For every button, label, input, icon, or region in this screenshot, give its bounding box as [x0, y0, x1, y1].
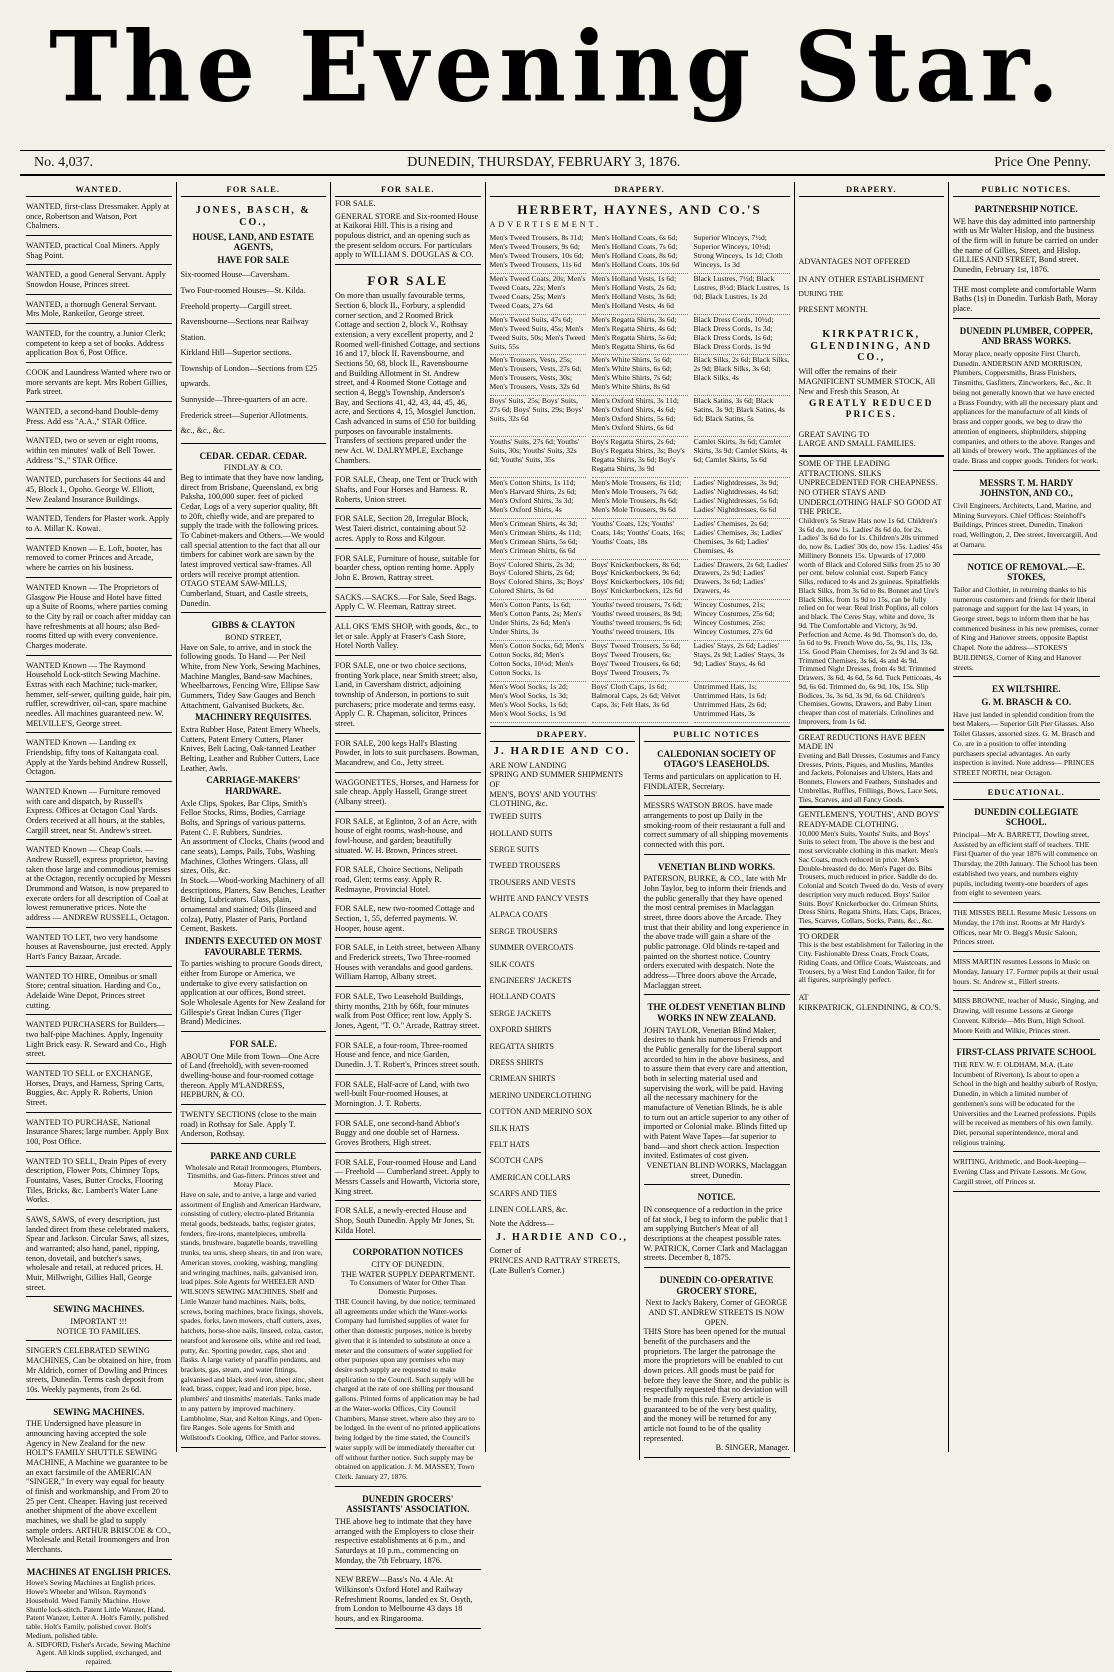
dateline: [20, 150, 1105, 176]
twenty-sections-ad: [181, 1107, 327, 1144]
private-text: THE REV. W. F. OLDHAM, M.A. (Late Incumbent of Riverton), Is about to open a School in the high and healthy suburb of Roslyn, Dunedin, in which a limited number of gentlemen's sons will be educated for the Universities and the Learned professions. Pupils will be received as members of his own family. Diet, personal superintendence, moral and religious training.: [953, 1059, 1098, 1147]
kg-sign: KIRKPATRICK, GLENDINING, & CO.'S.: [798, 1002, 941, 1012]
kg-list4: This is the best establishment for Tailoring in the City. Fashionable Dress Coats, Frock Coats, Riding Coats, and Office Coats, Waistcoats, and Trousers, by a West End London Tailor, fit for all figures, surprisingly perfect.: [798, 940, 944, 985]
educational-heading: EDUCATIONAL.: [953, 785, 1100, 800]
cedar-ad: [181, 446, 327, 614]
wanted-ad: COOK and Laundress Wanted where two or more servants are kept. Mrs Robert Gillies, Park street.: [26, 365, 172, 402]
hh-price-block: Untrimmed Hats, 1s; Untrimmed Hats, 1s 6d; Untrimmed Hats, 2s 6d; Untrimmed Hats, 3s: [694, 682, 790, 723]
plumber-ad: [953, 321, 1100, 471]
hardie-l3: OF: [489, 780, 500, 790]
kg-side2: GREAT REDUCTIONS HAVE BEEN MADE IN: [798, 732, 926, 752]
kg-side1: SOME OF THE LEADING ATTRACTIONS. SILKS UNPRECEDENTED FOR CHEAPNESS. NO OTHER STAYS AND UNDERCLOTHING HALF SO GOOD AT THE PRICE.: [798, 458, 942, 517]
hardie-note: Note the Address—: [489, 1218, 555, 1228]
hh-price-block: Men's Tweed Trousers, 8s 11d; Men's Tweed Trousers, 9s 6d; Men's Tweed Trousers, 10s 6d; Men's Tweed Trousers, 11s 6d: [490, 233, 586, 274]
hardie-list: [490, 809, 635, 1219]
jones-list-item: Frederick street—Superior Allotments.: [180, 410, 309, 420]
jones-list-item: Two Four-roomed Houses—St. Kilda.: [180, 286, 306, 296]
corporation-heading: CORPORATION NOTICES: [352, 1247, 464, 1258]
hh-price-block: Black Dress Cords, 10½d; Black Dress Cords, 1s 3d; Black Dress Cords, 1s 6d; Black Dress Cords, 1s 9d: [694, 315, 790, 356]
meat-heading: NOTICE.: [697, 1192, 736, 1203]
hardie-column-heading: DRAPERY.: [490, 727, 635, 742]
hardie-item: OXFORD SHIRTS: [489, 1025, 552, 1035]
hardie-l4: MEN'S, BOYS' AND YOUTHS': [489, 789, 597, 799]
for-sale-sub: FOR SALE.: [335, 199, 376, 209]
kg-offer: Will offer the remains of their MAGNIFICENT SUMMER STOCK, All New and Fresh this Season, At: [798, 367, 936, 396]
one-mile-text: ABOUT One Mile from Town—One Acre of Land (freehold), with seven-roomed dwelling-house and four-roomed cottage thereon. Apply M'LANDRESS, HEPBURN, & CO.: [180, 1051, 320, 1100]
grocers-notice: [335, 1489, 481, 1571]
jones-subtitle: HOUSE, LAND, AND ESTATE AGENTS,: [192, 231, 314, 253]
partnership-text: WE have this day admitted into partnership with us Mr Walter Hislop, and the business of the firm will in future be carried on under the name of Gillies, Street, and Hislop. GILLIES AND STREET, Bond street. Dunedin, February 1st, 1876.: [953, 216, 1099, 274]
oldest-notice: [644, 997, 790, 1185]
wanted-ad: WANTED, for the country, a Junior Clerk; competent to keep a set of books. Address application Box 6, Post Office.: [26, 326, 172, 363]
hardie-item: COTTON AND MERINO SOX: [489, 1107, 593, 1117]
singer-text: SINGER'S CELEBRATED SEWING MACHINES, Can be obtained on hire, from Mr Aldrich, corner of Dowling and Princes streets, Dunedin. Terms cash deposit from 10s. Weekly payments, from 2s 6d.: [26, 1346, 172, 1395]
college-ad: [953, 802, 1100, 903]
caledonian-heading: CALEDONIAN SOCIETY OF OTAGO'S LEASEHOLDS.: [657, 748, 776, 770]
twenty-text: TWENTY SECTIONS (close to the main road) in Rothsay for Sale. Apply T. Anderson, Rothsay.: [180, 1109, 317, 1139]
wanted-ad: WANTED, a thorough General Servant. Mrs Mole, Rankeilor, George street.: [26, 297, 172, 324]
jones-list: [181, 267, 327, 438]
wanted-ad: WANTED Known — The Raymond Household Lock-stitch Sewing Machine. Extras with each Machine; tuck-marker, hemmer, self-sewer, quilting guide, hair pin, ruffler, screwdriver, oil-can, spare machine needles. All machines guaranteed new. W. MELVILLE'S, George street.: [26, 658, 172, 734]
kg-rule: [799, 928, 945, 930]
corporation-city: CITY OF DUNEDIN.: [371, 1260, 445, 1270]
jones-list-item: Kirkland Hill—Superior sections.: [180, 348, 292, 358]
for-sale-ads: [335, 472, 481, 1240]
dalrymple-text: On more than usually favourable terms, Section 6, block II., Forbury, a splendid corner section, and 2 Roomed Brick Cottage and section 2, block V., Rothsay extension, a very excellent property, and 2 Roomed well-finished Cottage, and sections 16 and 17, block II. Ravensbourne, and Sections 50, 68, block II., Ravensbourne and Building Allotment in St. Andrew street, and 4 Roomed Stone Cottage and section 4, Begg's Township, Anderson's Bay, and Sections 41, 42, 43, 44, 45, 46, acre, and Sections 4, 15, Mosgiel Junction. Cash advanced in sums of £50 for building purposes on favourable instalments. Transfers of sections prepared under the new Act. W. DALRYMPLE, Exchange Chambers.: [335, 291, 480, 465]
hardie-item: TWEED SUITS: [489, 812, 542, 822]
hardy-text: Civil Engineers, Architects, Land, Marine, and Mining Surveyors. Chief Offices: Steinhoff's Buildings, Princes street, Dunedin, Tinakori road, Wellington, 2, Dee street, Invercargill, And at Oamaru.: [953, 500, 1098, 549]
hardie-addr2: Corner of: [489, 1246, 522, 1256]
hh-price-block: Youths' Coats, 12s; Youths' Coats, 14s; Youths' Coats, 16s; Youths' Coats, 18s: [592, 519, 688, 560]
hh-price-block: Wincey Costumes, 21s; Wincey Costumes, 25s 6d; Wincey Costumes, 25s; Wincey Costumes, 27s 6d: [694, 600, 790, 641]
hardie-item: CRIMEAN SHIRTS: [489, 1074, 556, 1084]
parke-text: Have on sale, and to arrive, a large and varied assortment of English and American Hardware, consisting of cutlery, electro-plated Britannia metal goods, bedsteads, baths, register grates, fenders, fire-irons, mantelpieces, umbrella stands, brushware, bagatelle boards, travelling trunks, tea urns, sheep shears, tin and iron ware, American stoves, cooking, washing, mangling and wringing machines, nails, galvanised iron, lead pipes. Sole Agents for WHEELER AND WILSON'S SEWING MACHINES. Shelf and Little Wanzer hand machines. Nails, bolts, screws, boring machines, brace fixings, shovels, spades, forks, lawn mowers, chaff cutters, axes, hatchets, horse-shoe nails, linseed, colza, castor, neatsfoot and kerosene oils, white and red lead, putty, &c. Sporting powder, caps, shot and flasks. A large variety of paraffin pendants, and brackets, gas, steam, and water fittings, galvanised and black steel iron, sheet zinc, sheet lead, brass, copper, lead and iron pipe, hose, plumbers' and tinsmiths' materials. Tanks made to any pattern by improved machinery. Lambholme, Star, and Kelton Kings, and Open-fire Ranges. Sole agents for Smith and Wellstood's Cooking, Office, and Parlor stoves.: [180, 1189, 324, 1443]
caledonian-text: Terms and particulars on application to H. FINDLATER, Secretary.: [643, 772, 782, 791]
hardie-title: J. HARDIE AND CO.: [493, 744, 631, 757]
hh-price-block: Superior Winceys, 7½d; Superior Winceys, 10½d; Strong Winceys, 1s 1d; Cloth Winceys, 1s 3d: [694, 233, 790, 274]
dalrymple-ad: [335, 267, 481, 470]
watson-notice: [644, 798, 790, 854]
for-sale-ad: FOR SALE, Furniture of house, suitable for boarder chess, option renting home. Apply John E. Brown, Rattray street.: [335, 551, 481, 588]
column-kirkpatrick: [795, 182, 950, 1452]
kg-side3: GENTLEMEN'S, YOUTHS', AND BOYS' READY-MADE CLOTHING.: [798, 810, 940, 829]
hh-price-block: Men's Tweed Suits, 47s 6d; Men's Tweed Suits, 45s; Men's Tweed Suits, 50s; Men's Tweed Suits, 55s: [490, 315, 586, 356]
hardie-item: FELT HATS: [489, 1139, 530, 1149]
gibbs-sub: BOND STREET,: [224, 633, 282, 643]
kg-adv4: PRESENT MONTH.: [798, 305, 868, 315]
wanted-ad: WANTED TO HIRE, Omnibus or small Store; central situation. Harding and Co., Adelaide Wine Depot, Princes street cutting.: [26, 969, 172, 1016]
column-for-sale-2: [331, 182, 486, 1624]
column-heading: DRAPERY.: [799, 182, 945, 197]
coop-text: THIS Store has been opened for the mutual benefit of the purchasers and the proprietors. The larger the patronage the more the proprietors will be enabled to cut down prices. All goods must be paid for before they leave the Store, and the public is respectfully requested that no deviation will be made from this rule. Every article is guaranteed to be of the very best quality, and the money will be returned for any article not found to be of the quality represented.: [643, 1327, 790, 1443]
hh-price-block: Black Silks, 2s 6d; Black Silks, 2s 9d; Black Silks, 3s 6d; Black Silks, 4s: [694, 355, 790, 396]
plumber-heading: DUNEDIN PLUMBER, COPPER, AND BRASS WORKS.: [959, 325, 1093, 347]
for-sale-ad: ALL OKS 'EMS SHOP, with goods, &c., to let or sale. Apply at Fraser's Cash Store, Hotel North Valley.: [335, 619, 481, 656]
hardie-l1: ARE NOW LANDING: [489, 760, 567, 770]
jones-basch-ad: [181, 199, 327, 444]
wanted-ad: WANTED Known — E. Loft, booter, has removed to corner Princes and Arcade, where he carries on his business.: [26, 541, 172, 578]
hardie-item: SERGE JACKETS: [489, 1008, 552, 1018]
jones-title: JONES, BASCH, & CO.,: [195, 205, 311, 228]
hh-price-block: Men's Cotton Shirts, 1s 11d; Men's Harvard Shirts, 2s 6d; Men's Oxford Shirts, 3s 3d; Men's Oxford Shirts, 4s: [490, 478, 586, 519]
corporation-notice: [335, 1242, 481, 1486]
machines-ad: [26, 1562, 172, 1672]
hh-price-block: Boys' Suits, 25s; Boys' Suits, 27s 6d; Boys' Suits, 29s; Boys' Suits, 32s 6d: [490, 396, 586, 437]
hardie-item: LINEN COLLARS, &c.: [489, 1205, 568, 1215]
for-sale-ad: FOR SALE, one or two choice sections, fronting York place, near Smith street; also, Land, in Caversham district, adjoining township of Anderson, in portions to suit purchasers; price moderate and terms easy. Apply C. R. Chapman, solicitor, Princes street.: [335, 658, 481, 734]
browne-ad: [953, 993, 1100, 1040]
general-store-ad: [335, 209, 481, 265]
kg-greatly: GREATLY REDUCED PRICES.: [809, 399, 934, 421]
machines-list: Howe's Sewing Machines at English prices. Howe's Wheeler and Wilson. Raymond's Household. Weed Family Machine. Howe Shuttle lock-stitch. Patent Little Wanzer, Hand. Patent Wanzer, Letter A. Holt's Family, polished table. Holt's Family, polished cover. Holt's Medium, polished table.: [26, 1578, 169, 1640]
column-public-notices: [949, 182, 1104, 1452]
writing-text: WRITING, Arithmetic, and Book-keeping—Evening Class and Private Lessons. Mr Gow, Cargill street, off Princes st.: [953, 1157, 1087, 1186]
hardie-item: REGATTA SHIRTS: [489, 1041, 554, 1051]
wanted-ad: SAWS, SAWS, of every description, just landed direct from these celebrated makers, Spear and Jackson. Circular Saws, all sizes, and warranted; also hand, panel, ripping, tenon, dovetail, and butcher's saws, wholesale and retail, at reduced prices. H. Muir, Millwright, Gillies Hall, George street.: [26, 1212, 172, 1297]
holt-text: THE Undersigned have pleasure in announcing having accepted the sole Agency in New Zealand for the new HOLT'S FAMILY SHUTTLE SEWING MACHINE, A Machine we guarantee to be an exact facsimile of the AMERICAN "SINGER," In every way equal for beauty of finish and workmanship, and From 20 to 25 per Cent. Cheaper. Having just received another shipment of the above excellent machines, we shall be glad to supply sample orders. ARTHUR BRISCOE & CO., Wholesale and Retail Ironmongers and Iron Merchants.: [26, 1419, 172, 1555]
column-for-sale-1: [177, 182, 332, 1452]
wanted-ads: [26, 199, 172, 1297]
hardie-item: SILK HATS: [489, 1123, 530, 1133]
for-sale-ad: FOR SALE, Section 28, Irregular Block, West Taieri district, containing about 52 acres. Apply to Ross and Kilgour.: [335, 511, 481, 548]
for-sale-ad: FOR SALE, at Eglinton, 3 of an Acre, with house of eight rooms, wash-house, and fowl-house, and garden; beautifully situated. W. H. Brown, Princes street.: [335, 814, 481, 861]
kg-list3: 10,000 Men's Suits, Youths' Suits, and Boys' Suits to select from. The above is the best and most serviceable clothing in this market. Men's Sac Coats, much reduced in price. Men's Double-breasted do do. Men's Paget do. Bibs Trousers, much reduced in price. Saddle do do. Colonial and Scotch Tweed do do. Vests of every description very much reduced. Boys' Sailor Suits. Boys' Knickerbocker do. Crimean Shirts, Dress Shirts, Regatta Shirts, Hats, Caps, Braces, Ties, Scarves, Collars, Socks, Pants, &c., &c.: [798, 828, 944, 926]
hh-price-block: Men's Cotton Pants, 1s 6d; Men's Cotton Pants, 2s; Men's Under Shirts, 2s 6d; Men's Under Shirts, 3s: [490, 600, 586, 641]
holt-ad: [26, 1402, 172, 1560]
public-notices: [640, 727, 790, 1460]
hardie-l5: CLOTHING, &c.: [489, 799, 548, 809]
caledonian-notice: [644, 744, 790, 797]
hh-price-block: Men's Oxford Shirts, 3s 11d; Men's Oxford Shirts, 4s 6d; Men's Oxford Shirts, 5s 6d; Men's Oxford Shirts, 6s 6d: [592, 396, 688, 437]
wanted-ad: WANTED PURCHASERS for Builders—two half-pipe Machines. Apply, Ingenuity Light Brick easy. R. Seward and Co., High street.: [26, 1017, 172, 1064]
clocks-text: An assortment of Clocks, Chairs (wood and cane seats), Lamps, Pails, Tubs, Washing Machines, Clothes Wringers. Glass, all sizes, Oils, &c.: [180, 837, 324, 876]
machines-heading: MACHINES AT ENGLISH PRICES.: [26, 1566, 171, 1577]
machines-footer: A. SIDFORD, Fisher's Arcade, Sewing Machine Agent. All kinds supplied, exchanged, and repaired.: [27, 1639, 171, 1667]
for-sale-ad: FOR SALE, a four-room, Three-roomed House and fence, and nice Garden, Dunedin. J. T. Robert's, Princes street south.: [335, 1038, 481, 1075]
martin-text: MISS MARTIN resumes Lessons in Music on Monday, January 17. Former pupils at their usual hours. St. Andrew st., Fillerl streets.: [953, 957, 1099, 986]
hh-price-block: Men's Regatta Shirts, 3s 6d; Men's Regatta Shirts, 4s 6d; Men's Regatta Shirts, 5s 6d; Men's Regatta Shirts, 6s 6d: [592, 315, 688, 356]
gibbs-text: Have on Sale, to arrive, and in stock the following goods. To Hand — Per Neil White, from New York, Sewing Machines, Machine Mangles, Band-saw Machines, Wheelbarrows, Fencing Wire, Ellipse Saw Gummers, Tidey Saw Gauges and Bench Attachment, Galvanised Buckets, &c.: [180, 642, 321, 710]
hh-price-block: Black Satins, 3s 6d; Black Satins, 3s 9d; Black Satins, 4s 6d; Black Satins, 5s: [694, 396, 790, 437]
hh-title: HERBERT, HAYNES, AND CO.'S: [517, 202, 762, 218]
coop-sign: B. SINGER, Manager.: [715, 1443, 790, 1453]
hardie-item: ENGINEERS' JACKETS: [489, 976, 572, 986]
wanted-ad: WANTED, two or seven or eight rooms, within ten minutes' walk of Bell Tower. Address "S.," STAR Office.: [26, 433, 172, 470]
wanted-ad: WANTED Known — Landing ex Friendship, fifty tons of Kaitangata coal. Apply at the Yards behind Andrew Russell, Octagon.: [26, 735, 172, 782]
column-heading: FOR SALE.: [181, 182, 327, 197]
wanted-ad: WANTED TO SELL or EXCHANGE, Horses, Drays, and Harness, Spring Carts, Buggies, &c. Apply R. Roberts, Union Street.: [26, 1066, 172, 1113]
for-sale-ad: FOR SALE, Cheap, one Tent or Truck with Shafts, and Four Horses and Harness. R. Roberts, Union street.: [335, 472, 481, 509]
hh-price-block: Camlet Skirts, 3s 6d; Camlet Skirts, 3s 9d; Camlet Skirts, 4s 6d; Camlet Skirts, 5s 6d: [694, 437, 790, 478]
sewing-families: NOTICE TO FAMILIES.: [56, 1326, 141, 1336]
partnership-notice: [953, 199, 1100, 280]
oldest-text: JOHN TAYLOR, Venetian Blind Maker, desires to thank his numerous Friends and the Public generally for the liberal support accorded to him in the above business, and to assure them that every care and attention, both in selecting material used and supervising the work, will be paid. Having all the necessary machinery for the manufacture of Venetian Blinds, he is able to turn out an article superior to any other of imported or Colonial make. Blinds fitted up with Patent Wave Tapes—far superior to band—and short check action. Inspection invited. Estimates of cost given.: [643, 1025, 789, 1161]
hh-price-block: Ladies' Stays, 2s 6d; Ladies' Stays, 2s 9d; Ladies' Stays, 3s 9d; Ladies' Stays, 4s 6d: [694, 641, 790, 682]
college-heading: DUNEDIN COLLEGIATE SCHOOL.: [974, 806, 1079, 828]
kg-adv1: ADVANTAGES NOT OFFERED: [798, 257, 910, 267]
hh-price-block: Boys' Colored Shirts, 2s 3d; Boys' Colored Shirts, 2s 6d; Boys' Colored Shirts, 3s; Boys' Colored Shirts, 3s 6d: [490, 560, 586, 601]
hh-price-block: Boy's Regatta Shirts, 2s 6d; Boy's Regatta Shirts, 3s; Boy's Regatta Shirts, 3s 6d; Boy's Regatta Shirts, 3s 9d: [592, 437, 688, 478]
private-school-ad: [953, 1042, 1100, 1152]
singer-ad: [26, 1343, 172, 1399]
kg-adv3: DURING THE: [798, 289, 844, 299]
hardy-johnston-ad: [953, 473, 1100, 555]
hh-price-block: Men's White Shirts, 5s 6d; Men's White Shirts, 6s 6d; Men's White Shirts, 7s 6d; Men's White Shirts, 8s 6d: [592, 355, 688, 396]
oldest-heading: THE OLDEST VENETIAN BLIND WORKS IN NEW ZEALAND.: [647, 1002, 786, 1023]
writing-ad: [953, 1154, 1100, 1191]
kg-at: AT: [798, 993, 809, 1003]
kg-saving1: GREAT SAVING TO: [798, 429, 870, 439]
stock-text: In Stock.—Wood-working Machinery of all descriptions, Planers, Saw Benches, Leather Belting, Lubricators. Glass, plain, ornamental and stained; Oils (linseed and colza), Putty, Plaster of Paris, Portland Cement, Baskets.: [180, 876, 326, 934]
new-brew-text: NEW BREW—Bass's No. 4 Ale. At Wilkinson's Oxford Hotel and Railway Refreshment Rooms, landed ex St. Osyth, from London to Melbourne 43 days 18 hours, and ex Ringarooma.: [335, 1575, 473, 1624]
baths-text: THE most complete and comfortable Warm Baths (1s) in Dunedin. Turkish Bath, Moray place.: [953, 284, 1098, 313]
pn-column-heading: PUBLIC NOTICES: [644, 727, 790, 742]
column-drapery-wide: [486, 182, 795, 1452]
for-sale-ad: FOR SALE, a newly-erected House and Shop, South Dunedin. Apply Mr Jones, St. Kilda Hotel.: [335, 1203, 481, 1240]
martin-ad: [953, 954, 1100, 991]
wanted-ad: WANTED Known — Furniture removed with care and dispatch, by Russell's Express. Offices at Octagon Coal Yards. Orders received at all hours, at the stables, Cargill street, near St. Andrew's street.: [26, 784, 172, 840]
kg-rule: [799, 455, 945, 457]
corporation-dept: THE WATER SUPPLY DEPARTMENT.: [340, 1269, 475, 1279]
sewing-heading: SEWING MACHINES.: [53, 1304, 145, 1315]
issue-number: No. 4,037.: [34, 154, 94, 170]
hh-price-block: Ladies' Chemises, 2s 6d; Ladies' Chemises, 3s; Ladies' Chemises, 3s 6d; Ladies' Chemises, 4s: [694, 519, 790, 560]
parke-sub: Wholesale and Retail Ironmongers, Plumbers, Tinsmiths, and Gas-fitters. Princes street and Moray Place.: [185, 1162, 322, 1190]
venetian-heading: VENETIAN BLIND WORKS.: [657, 861, 776, 872]
column-heading: FOR SALE.: [335, 182, 481, 197]
dalrymple-heading: FOR SALE: [367, 273, 449, 289]
wanted-ad: WANTED TO PURCHASE, National Insurance Shares; large number. Apply Box 100, Post Office.: [26, 1115, 172, 1152]
hardie-item: HOLLAND SUITS: [489, 828, 553, 838]
column-heading: WANTED.: [26, 182, 172, 197]
machinery-heading: MACHINERY REQUISITES.: [195, 712, 312, 723]
hh-price-block: Men's Holland Coats, 6s 6d; Men's Holland Coats, 7s 6d; Men's Holland Coats, 8s 6d; Men's Holland Coats, 10s 6d: [592, 233, 688, 274]
wanted-ad: WANTED TO LET, two very handsome houses at Ravensbourne, just erected. Apply Hart's Fancy Bazaar, Arcade.: [26, 930, 172, 967]
brasch-ex: EX WILTSHIRE.: [991, 684, 1061, 695]
watson-text: MESSRS WATSON BROS. have made arrangements to post up Daily in the smoking-room of their restaurant a full and correct summary of all shipping movements connected with this port.: [643, 801, 788, 850]
for-sale-ad: FOR SALE, Choice Sections, Nelipath road, Glen; terms easy. Apply R. Redmayne, Provincial Hotel.: [335, 862, 481, 899]
for-sale-ad: FOR SALE, new two-roomed Cottage and Section, 1, 55, deferred payments. W. Hooper, house agent.: [335, 901, 481, 938]
herbert-haynes-ad: [490, 199, 790, 727]
for-sale-heading: FOR SALE.: [229, 1038, 277, 1049]
hh-price-block: Men's Cotton Socks, 6d; Men's Cotton Socks, 8d; Men's Cotton Socks, 10½d; Men's Cotton Socks, 1s: [490, 641, 586, 682]
for-sale-ad: FOR SALE, 200 kegs Hall's Blasting Powder, in lots to suit purchasers. Bowman, Macandrew, and Co., Jetty street.: [335, 736, 481, 773]
hardie-item: ALPACA COATS: [489, 910, 548, 920]
oldest-sign: VENETIAN BLIND WORKS, Maclaggan street, Dunedin.: [646, 1161, 787, 1180]
new-brew-ad: [335, 1572, 481, 1628]
wanted-ad: WANTED, a good General Servant. Apply Snowdon House, Princes street.: [26, 267, 172, 294]
brasch-ad: [953, 679, 1100, 782]
wanted-ad: WANTED, a second-hand Double-demy Press. Add ess "A.A.," STAR Office.: [26, 404, 172, 431]
lower-split: [490, 727, 790, 1460]
gibbs-ad: [181, 615, 327, 1032]
indent-heading: INDENTS EXECUTED ON MOST FAVOURABLE TERMS.: [184, 936, 322, 957]
wanted-ad: WANTED, first-class Dressmaker. Apply at once, Robertson and Watson, Port Chalmers.: [26, 199, 172, 236]
coop-notice: [644, 1270, 790, 1458]
hardie-item: DRESS SHIRTS: [489, 1057, 544, 1067]
price: Price One Penny.: [994, 154, 1091, 170]
columns: [22, 182, 1104, 1667]
wanted-ad: WANTED TO SELL, Drain Pipes of every description, Flower Pots, Chimney Tops, Fountains, Vases, Butter Crocks, Flooring Tiles, Bricks, &c. Lambert's Water Lane Works.: [26, 1154, 172, 1210]
hardy-heading: MESSRS T. M. HARDY JOHNSTON, AND CO.,: [979, 477, 1074, 499]
sole-agents: Sole Wholesale Agents for New Zealand for Gillespie's Great Indian Cures (Tiger Brand) Medicines.: [180, 997, 326, 1027]
bell-ad: [953, 905, 1100, 952]
kg-list2: Evening and Ball Dresses, Costumes and Fancy Dresses, Prints, Piques, and Muslins, Mantles and Jackets, Polonaises and Ulsters, Hats and Bonnets, Flowers and Feathers, Sunshades and Umbrellas, Ruffles, Frillings, Bows, Lace Sets, Ties, Scarves, and all Fancy Goods.: [798, 750, 940, 804]
holt-heading: SEWING MACHINES.: [53, 1406, 145, 1417]
hardie-item: TROUSERS AND VESTS: [489, 877, 576, 887]
brasch-text: Have just landed in splendid condition from the best Makers,— Superior Gilt Pier Glasses. Also Toilet Glasses, assorted sizes. G. M. Brasch and Co. are in a position to offer intending purchasers special advantages. An early inspection is invited. Note address— PRINCES STREET NORTH, near Octagon.: [953, 709, 1095, 778]
hh-price-block: Black Lustres, 7½d; Black Lustres, 8½d; Black Lustres, 1s 0d; Black Lustres, 1s 2d: [694, 274, 790, 315]
hh-price-block: Youths' tweed trousers, 7s 6d; Youths' tweed trousers, 8s 9d; Youths' tweed trousers, 9s 6d; Youths' tweed trousers, 10s: [592, 600, 688, 641]
jones-list-item: &c., &c., &c.: [180, 426, 225, 436]
jones-list-item: Sunnyside—Three-quarters of an acre.: [180, 395, 308, 405]
column-heading: DRAPERY.: [490, 182, 790, 197]
meat-notice: [644, 1187, 790, 1268]
sewing-important: IMPORTANT !!!: [70, 1317, 128, 1327]
hardie-item: SCOTCH CAPS: [489, 1156, 544, 1166]
hardie-item: MERINO UNDERCLOTHING: [489, 1090, 592, 1100]
kg-adv2: IN ANY OTHER ESTABLISHMENT: [798, 274, 925, 284]
carriage-text: Axle Clips, Spokes, Bar Clips, Smith's Felloe Stocks, Rims, Bodies, Carriage Bolts, and Springs of various patterns. Patent C. F. Rubbers, Sundries.: [180, 798, 308, 837]
one-mile-ad: [181, 1034, 327, 1105]
coop-sub: Next to Jack's Bakery, Corner of GEORGE AND ST. ANDREW STREETS IS NOW OPEN.: [645, 1298, 788, 1327]
baths-ad: [953, 282, 1100, 319]
kg-list1: Children's 5s Straw Hats now 1s 6d. Children's 3s 6d do, now 1s. Ladies' 8s 6d do, for 2s. Ladies' 3s 6d do for 1s. Children's 20s trimmed do, now 8s. Ladies' 30s do, now 15s. Ladies' 45s Millinery Bonnets 15s. Upwards of 17,000 worth of Black and Colored Silks from 25 to 30 per cent. below colonial cost. Superb Fancy Silks, reduced to 4s and 2s guineas. Spitalfields Black Silks, from 3s 6d to 8s. Bonnet and Ure's Black Silks, from 1s 9d to 15s, can be fully relied on for wear. Real Irish Poplins, all colors and black. The Ceres Stay, white and dove, 3s 9d. The Comfortable and Victory, 3s 9d. Perfection and Acme, 4s 9d. Thomson's do, do, 5s 6d to 9s. French Wove do, 5s, 9s, 11s, 13s, 15s. Good Plain Chemises, for 2s 9d and 3s 6d. Trimmed Chemises, 3s 6d, 4s and 4s 9d. Trimmed Night Dresses, from 4s 9d. Trimmed Drawers, 3s 6d, 4s 6d, 5s 6d. Tuck Petticoats, 4s 9d, 6s 6d. Trimmed do, 6s 9d, 10s, 15s. Slip Bodices, 3s, 3s 6d, 3s 9d, 6s 6d. Children's Chemises, Gowns, Drawers, and Baby Linen cheaper than cost of materials. Crinolines and Improvers, from 1s 6d.: [798, 515, 943, 726]
cedar-heading: CEDAR. CEDAR. CEDAR.: [199, 450, 307, 461]
kg-rule: [799, 806, 945, 808]
stokes-text: Tailor and Clothier, in returning thanks to his numerous customers and friends for their liberal patronage and support for the last 14 years, in George street, begs to inform them that he has commenced business in his new premises, corner of King and Hanover streets, opposite Baptist Chapel. Note the address—STOKES'S BUILDINGS, Corner of King and Hanover streets.: [953, 584, 1099, 672]
stokes-heading: NOTICE OF REMOVAL.—E. STOKES,: [967, 561, 1085, 583]
partnership-heading: PARTNERSHIP NOTICE.: [974, 204, 1078, 215]
masthead: [0, 0, 1114, 135]
for-sale-ad: SACKS.—SACKS.—For Sale, Seed Bags. Apply C. W. Fleeman, Rattray street.: [335, 590, 481, 617]
place-date: DUNEDIN, THURSDAY, FEBRUARY 3, 1876.: [407, 154, 681, 170]
coop-heading: DUNEDIN CO-OPERATIVE GROCERY STORE,: [659, 1274, 774, 1296]
venetian-notice: [644, 857, 790, 996]
parke-curle-ad: [181, 1146, 327, 1448]
indent-text: To parties wishing to procure Goods direct, either from Europe or America, we undertake to give every satisfaction on application at our offices, Bond street.: [180, 959, 323, 998]
grocers-text: THE above beg to intimate that they have arranged with the Employers to close their respective establishments at 6 p.m., and Saturdays at 10 p.m., commencing on Monday, the 7th February, 1876.: [335, 1517, 475, 1565]
hh-price-block: Boys' Tweed Trousers, 5s 6d; Boys' Tweed Trousers, 6s; Boys' Tweed Trousers, 6s 6d; Boys' Tweed Trousers, 7s: [592, 641, 688, 682]
hh-price-block: Boys' Knickerbockers, 8s 6d; Boys' Knickerbockers, 9s 6d; Boys' Knickerbockers, 10s 6d; Boys' Knickerbockers, 12s 6d: [592, 560, 688, 601]
corporation-text: THE Council having, by due notice, terminated all agreements under which the Water-works Company had furnished supplies of water for other than domestic purposes, notice is hereby given that it is intended to substitute at once a meter and the consumers of water supplied for other purposes upon any premises who may desire such supply are requested to make application to the Council. Such supply will be charged at the rate of one shilling per thousand gallons. Printed forms of application may be had at the Water-works Offices, City Council Chambers, Manse street, where also they are to be lodged. In the event of no printed applications being lodged by the time stated, the Council's water supply will be immediately thereafter cut off without further notice. Such supply may be obtained on application. J. M. MASSEY, Town Clerk. January 27, 1876.: [335, 1296, 481, 1482]
hardie-l2: SPRING AND SUMMER SHIPMENTS: [489, 770, 624, 780]
hh-price-block: Ladies' Drawers, 2s 6d; Ladies' Drawers, 2s 9d; Ladies' Drawers, 3s 6d; Ladies' Drawers, 4s: [694, 560, 790, 601]
wanted-ad: WANTED Known — Cheap Coals. — Andrew Russell, express proprietor, having taken those large and commodious premises at the Octagon, recently occupied by Messrs Drummond and Watson, is now prepared to execute orders for all description of Coal at lowest remunerative prices. Note the address — ANDREW RUSSELL, Octagon.: [26, 842, 172, 927]
for-sale-ad: WAGGONETTES, Horses, and Harness for sale cheap. Apply Hassell, Grange street (Albany street).: [335, 775, 481, 812]
general-text: GENERAL STORE and Six-roomed House at Kaikorai Hill. This is a rising and populous district, and an opening such as the present seldom occurs. For particulars apply to WILLIAM S. DOUGLAS & CO.: [335, 211, 479, 260]
newspaper-title: The Evening Star.: [49, 10, 1065, 124]
cedar-text: Beg to intimate that they have now landing, direct from Brisbane, Queensland, ex brig Paksha, 100,000 super. feet of picked Cedar, Logs of a very superior quality, 8ft to 20ft, chiefly wide, and are prepared to supply the trade with the following prices. To Cabinet-makers and Others.—We would call special attention to the fact that all our timbers for cabinet work are sawn by the latest improved vertical saw-frames. All orders will receive prompt attention. OTAGO STEAM SAW-MILLS, Cumberland, Stuart, and Castle streets, Dunedin.: [180, 473, 325, 608]
hardie-addr1: J. HARDIE AND CO.,: [495, 1231, 629, 1243]
hardie-addr4: (Late Bullen's Corner.): [489, 1265, 565, 1275]
hardie-item: SILK COATS: [489, 959, 535, 969]
wanted-ad: WANTED, purchasers for Sections 44 and 45, Block I., Opoho. George W. Elliott, New Zealand Insurance Buildings.: [26, 472, 172, 509]
hardie-item: TWEED TROUSERS: [489, 861, 561, 871]
hardie-item: SCARFS AND TIES: [489, 1189, 557, 1199]
for-sale-ad: FOR SALE, one second-hand Abbot's Buggy and one double set of Harness. Groves Brothers, High street.: [335, 1116, 481, 1153]
jones-list-item: Six-roomed House—Caversham.: [180, 270, 290, 280]
jones-have: HAVE FOR SALE: [217, 254, 290, 265]
gibbs-heading: GIBBS & CLAYTON: [211, 620, 296, 631]
for-sale-ad: FOR SALE, in Leith street, between Albany and Frederick streets, Two Three-roomed Houses with verandahs and good gardens. William Harrop, Albany street.: [335, 940, 481, 987]
parke-heading: PARKE AND CURLE: [210, 1150, 297, 1161]
jones-list-item: Freehold property—Cargill street.: [180, 301, 292, 311]
hh-price-block: Ladies' Nightdresses, 3s 9d; Ladies' Nightdresses, 4s 6d; Ladies' Nightdresses, 5s 6d; Ladies' Nightdresses, 6s 6d: [694, 478, 790, 519]
for-sale-ad: FOR SALE, Half-acre of Land, with two well-built Four-roomed Houses, at Mornington. J. T. Roberts.: [335, 1077, 481, 1114]
wanted-ad: WANTED, Tenders for Plaster work. Apply to A. Millar K. Kowai.: [26, 511, 172, 538]
brasch-heading: G. M. BRASCH & CO.: [981, 697, 1072, 708]
column-wanted: [22, 182, 177, 1667]
hardie-ad: [490, 727, 640, 1460]
kg-firm: KIRKPATRICK, GLENDINING, AND CO.,: [810, 328, 933, 364]
hh-price-block: Youths' Suits, 27s 6d; Youths' Suits, 30s; Youths' Suits, 32s 6d; Youths' Suits, 35s: [490, 437, 586, 478]
private-heading: FIRST-CLASS PRIVATE SCHOOL: [956, 1047, 1096, 1058]
hh-price-block: Men's Trousers, Vests, 25s; Men's Trousers, Vests, 27s 6d; Men's Trousers, Vests, 30s; Men's Trousers, Vests, 32s 6d: [490, 355, 586, 396]
kg-side4: TO ORDER: [798, 931, 840, 941]
hh-price-block: Men's Crimean Shirts, 4s 3d; Men's Crimean Shirts, 4s 11d; Men's Crimean Shirts, 5s 6d; Men's Crimean Shirts, 6s 6d: [490, 519, 586, 560]
meat-text: IN consequence of a reduction in the price of fat stock, I beg to inform the public that I am supplying Butcher's Meat of all descriptions at the cheapest possible rates. W. PATRICK, Corner Clark and Maclaggan streets. December 8, 1875.: [643, 1204, 788, 1263]
jones-list-item: Ravensbourne—Sections near Railway Station.: [180, 317, 309, 342]
hh-price-block: Men's Holland Vests, 1s 6d; Men's Holland Vests, 2s 6d; Men's Holland Vests, 3s 6d; Men's Holland Vests, 4s 6d: [592, 274, 688, 315]
hardie-addr3: PRINCES AND RATTRAY STREETS,: [489, 1256, 620, 1266]
browne-text: MISS BROWNE, teacher of Music, Singing, and Drawing, will resume Lessons at George Convent. Kilbride—Mrs Burn, High School. Moore Keith and Wilkie, Princes street.: [953, 996, 1099, 1035]
college-text: Principal—Mr A. BARRETT, Dowling street, Assisted by an efficient staff of teachers. THE First Quarter of the year 1876 will commence on Thursday, the 20th January. The School has been established two years, and numbers eighty pupils, including twenty-one boarders of ages from eight to seventeen years.: [953, 830, 1098, 898]
hh-price-block: Men's Wool Socks, 1s 2d; Men's Wool Socks, 1s 3d; Men's Wool Socks, 1s 6d; Men's Wool Socks, 1s 9d: [490, 682, 586, 723]
wanted-ad: WANTED Known — The Proprietors of Glasgow Pie House and Hotel have fitted up a Suite of Rooms, where parties coming to the City by rail or coach after midday can have refreshments at all hours; also Bed-rooms fitted up with every convenience. Charges moderate.: [26, 580, 172, 656]
for-sale-ad: FOR SALE, Two Leasehold Buildings, thirty months, 21th by 66ft, four minutes walk from Post Office; rent low. Apply S. Jones, Agent, "T. O." Arcade, Rattray street.: [335, 989, 481, 1036]
hh-price-block: Men's Tweed Coats, 20s; Men's Tweed Coats, 22s; Men's Tweed Coats, 25s; Men's Tweed Coats, 27s 6d: [490, 274, 586, 315]
for-sale-ad: FOR SALE, Four-roomed House and Land — Freehold — Cumberland street. Apply to Messrs Cassels and Howarth, Victoria store, King street.: [335, 1155, 481, 1202]
carriage-heading: CARRIAGE-MAKERS' HARDWARE.: [206, 775, 301, 797]
hardie-item: SERGE SUITS: [489, 844, 540, 854]
hh-price-grid: [490, 233, 790, 723]
hardie-item: AMERICAN COLLARS: [489, 1172, 571, 1182]
grocers-heading: DUNEDIN GROCERS' ASSISTANTS' ASSOCIATION.: [346, 1493, 470, 1515]
bell-text: THE MISSES BELL Resume Music Lessons on Monday, the 17th inst. Rooms at Mr Hardy's Offices, near Mr O. Begg's Music Saloon, Princes street.: [953, 908, 1097, 947]
hh-sub: ADVERTISEMENT.: [489, 220, 602, 230]
hardie-item: HOLLAND COATS: [489, 992, 556, 1002]
kg-saving2: LARGE AND SMALL FAMILIES.: [798, 439, 916, 449]
hh-price-block: Boys' Cloth Caps, 1s 6d; Balmoral Caps, 2s 6d; Velvet Caps, 3s; Felt Hats, 3s 6d: [592, 682, 688, 723]
machinery-text: Extra Rubber Hose, Patent Emery Wheels, Cutters, Patent Emery Cutters, Planer Knives, Belt Lacing, Oak-tanned Leather Belting, Leather and Rubber Cutters, Lace Leather, Awls.: [180, 725, 321, 773]
venetian-text: PATERSON, BURKE, & CO., late with Mr John Taylor, beg to inform their friends and the public generally that they have opened the most central premises in Maclaggan street, three doors above the Arcade. They trust that their ability and long experience in the above trade will gain a share of the public patronage. Old blinds re-taped and painted on the shortest notice. Country orders executed with despatch. Note the address—Three doors above the Arcade, Maclaggan street.: [643, 874, 789, 990]
sewing-notice: [26, 1299, 172, 1341]
column-heading: PUBLIC NOTICES.: [953, 182, 1100, 197]
wanted-ad: WANTED, practical Coal Miners. Apply Shag Point.: [26, 238, 172, 265]
corporation-to: To Consumers of Water for Other Than Domestic Purposes.: [349, 1278, 466, 1297]
plumber-text: Moray place, nearly opposite First Church, Dunedin. ANDERSON AND MORRISON, Plumbers, Coppersmiths, Brass Finishers, Tinsmiths, Gasfitters, Zincworkers, &c., &c. It being not generally known that we have erected a Brass Foundry, with all the necessary plant and appliances for the manufacture of all kinds of brass and copper goods, we beg to draw the attention of engineers, shipbuilders, shipping companies, and others to the above. Ranges and all kinds of brewery work. The appliances of the trade. Brass and copper goods. Tenders for work.: [953, 348, 1099, 465]
jones-list-item: Township of London—Sections from £25 upwards.: [180, 363, 318, 389]
hardie-item: SERGE TROUSERS: [489, 926, 558, 936]
hh-price-block: Men's Mole Trousers, 6s 11d; Men's Mole Trousers, 7s 6d; Men's Mole Trousers, 8s 6d; Men's Mole Trousers, 9s 6d: [592, 478, 688, 519]
kg-rule: [799, 729, 945, 731]
hardie-item: WHITE AND FANCY VESTS: [489, 894, 589, 904]
stokes-ad: [953, 557, 1100, 678]
cedar-sub: FINDLAY & CO.: [223, 463, 283, 473]
hardie-item: SUMMER OVERCOATS: [489, 943, 574, 953]
